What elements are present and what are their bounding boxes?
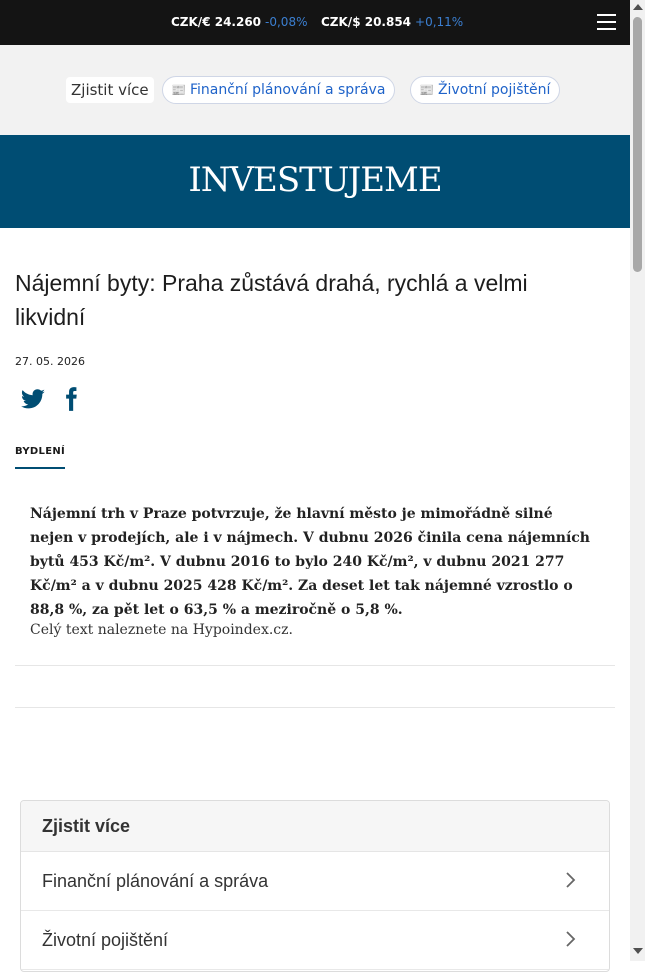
divider xyxy=(15,665,615,666)
article-body: Nájemní trh v Praze potvrzuje, že hlavní město je mimořádně silné nejen v prodejích, ale i v nájmech. V dubnu 2026 činila cena nájemních bytů 453 Kč/m². V dubnu 2016 to bylo 240 Kč/m², v dubnu 2021 277 Kč/m² a v dubnu 2025 428 Kč/m². Za deset let tak nájemné vzrostlo o 88,8 %, za pět let o 63,5 % a meziročně o 5,8 %. xyxy=(30,506,590,618)
chevron-right-icon xyxy=(563,931,577,947)
eur-rate-label: CZK/€ 24.260 xyxy=(171,15,262,29)
read-more-link[interactable]: Celý text naleznete na Hypoindex.cz. xyxy=(30,622,293,638)
chip-financni-planovani[interactable] xyxy=(162,76,395,104)
top-bar xyxy=(0,0,630,45)
newspaper-icon: 📰 xyxy=(419,83,434,97)
facebook-icon[interactable] xyxy=(58,386,84,412)
usd-rate xyxy=(321,15,463,29)
eur-rate-change: -0,08% xyxy=(265,15,308,29)
article-title: Nájemní byty: Praha zůstává drahá, rychlá a velmi likvidní xyxy=(15,270,528,330)
article-date: 27. 05. 2026 xyxy=(15,355,85,368)
scroll-down-arrow-icon[interactable] xyxy=(633,948,643,954)
chevron-right-icon xyxy=(563,872,577,888)
related-item-label: Životní pojištění xyxy=(42,930,169,950)
usd-rate-label: CZK/$ 20.854 xyxy=(321,15,412,29)
scrollbar-thumb[interactable] xyxy=(633,17,642,272)
related-topics-title: Zjistit více xyxy=(21,801,609,852)
related-item-zivotni[interactable] xyxy=(21,911,609,970)
related-item-financni[interactable] xyxy=(21,852,609,911)
chips-label: Zjistit více xyxy=(66,77,154,103)
category-tag[interactable]: BYDLENÍ xyxy=(15,446,65,469)
divider xyxy=(15,707,615,708)
related-topics-card xyxy=(20,800,610,972)
eur-rate xyxy=(171,15,307,29)
chip-zivotni-pojisteni[interactable] xyxy=(410,76,560,104)
scroll-up-arrow-icon[interactable] xyxy=(633,4,643,10)
chip-label-zivotni: Životní pojištění xyxy=(437,82,551,98)
usd-rate-change: +0,11% xyxy=(415,15,464,29)
related-item-label: Finanční plánování a správa xyxy=(42,871,269,891)
hamburger-icon[interactable] xyxy=(597,14,616,30)
site-logo[interactable]: INVESTUJEME xyxy=(188,160,442,200)
newspaper-icon: 📰 xyxy=(171,83,186,97)
twitter-icon[interactable] xyxy=(20,386,46,412)
chip-label-financni: Finanční plánování a správa xyxy=(189,82,386,98)
